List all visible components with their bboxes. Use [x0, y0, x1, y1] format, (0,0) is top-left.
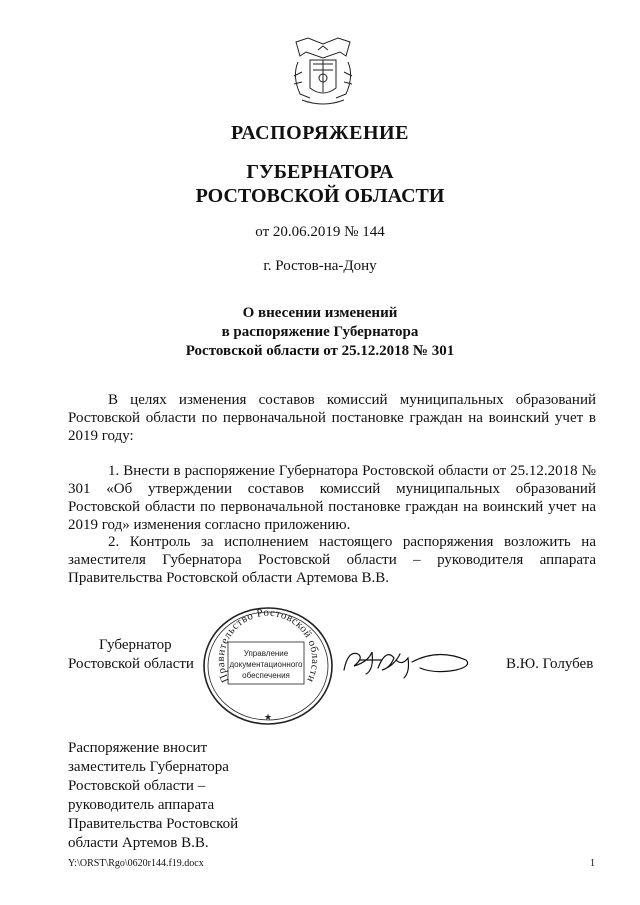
official-stamp — [200, 604, 336, 728]
introduced-by-line-3: Ростовской области – — [68, 778, 206, 794]
subject-line-1: О внесении изменений — [242, 305, 398, 321]
footer-page-number: 1 — [590, 858, 595, 869]
item-2-paragraph: 2. Контроль за исполнением настоящего распоряжения возложить на заместителя Губернатора Ростовской области – руководителя аппарата Правительства Ростовской области Артемова В.В. — [68, 534, 596, 586]
signer-position-line-2: Ростовской области — [68, 656, 194, 672]
subject-heading — [0, 304, 640, 361]
handwritten-signature — [338, 640, 478, 684]
stamp-outer-text: Правительство Ростовской области — [214, 606, 322, 685]
stamp-inner-line-2: документационного — [229, 660, 303, 669]
document-city: г. Ростов-на-Дону — [263, 258, 377, 274]
stamp-inner-line-3: обеспечения — [242, 671, 290, 680]
subject-line-2: в распоряжение Губернатора — [221, 324, 419, 340]
footer-file-path: Y:\ORST\Rgo\0620r144.f19.docx — [68, 858, 204, 869]
subject-line-3: Ростовской области от 25.12.2018 № 301 — [185, 343, 455, 359]
introduced-by-line-4: руководитель аппарата — [68, 797, 215, 813]
item-1-paragraph: 1. Внести в распоряжение Губернатора Ростовской области от 25.12.2018 № 301 «Об утверждении составов комиссий муниципальных образований Ростовской области по первоначальной постановке граждан на воинский учет на 2019 год» изменения согласно приложению. — [68, 463, 596, 533]
authority-line-1: ГУБЕРНАТОРА — [246, 161, 394, 183]
document-date-number: от 20.06.2019 № 144 — [255, 224, 385, 240]
introduced-by-line-2: заместитель Губернатора — [68, 759, 229, 775]
introduced-by-line-1: Распоряжение вносит — [68, 740, 208, 756]
coat-of-arms-emblem — [288, 36, 358, 112]
preamble-paragraph: В целях изменения составов комиссий муниципальных образований Ростовской области по первоначальной постановке граждан на воинский учет в 2019 году: — [68, 392, 596, 444]
signer-name: В.Ю. Голубев — [506, 656, 594, 672]
stamp-inner-line-1: Управление — [243, 649, 289, 658]
introduced-by-line-5: Правительства Ростовской — [68, 816, 239, 832]
authority-line-2: РОСТОВСКОЙ ОБЛАСТИ — [195, 185, 445, 207]
document-type-title: РАСПОРЯЖЕНИЕ — [231, 122, 409, 144]
introduced-by-block — [68, 739, 238, 853]
signer-position-line-1: Губернатор — [99, 637, 172, 653]
introduced-by-line-6: области Артемов В.В. — [68, 835, 209, 851]
stamp-star-icon: ★ — [263, 713, 273, 723]
